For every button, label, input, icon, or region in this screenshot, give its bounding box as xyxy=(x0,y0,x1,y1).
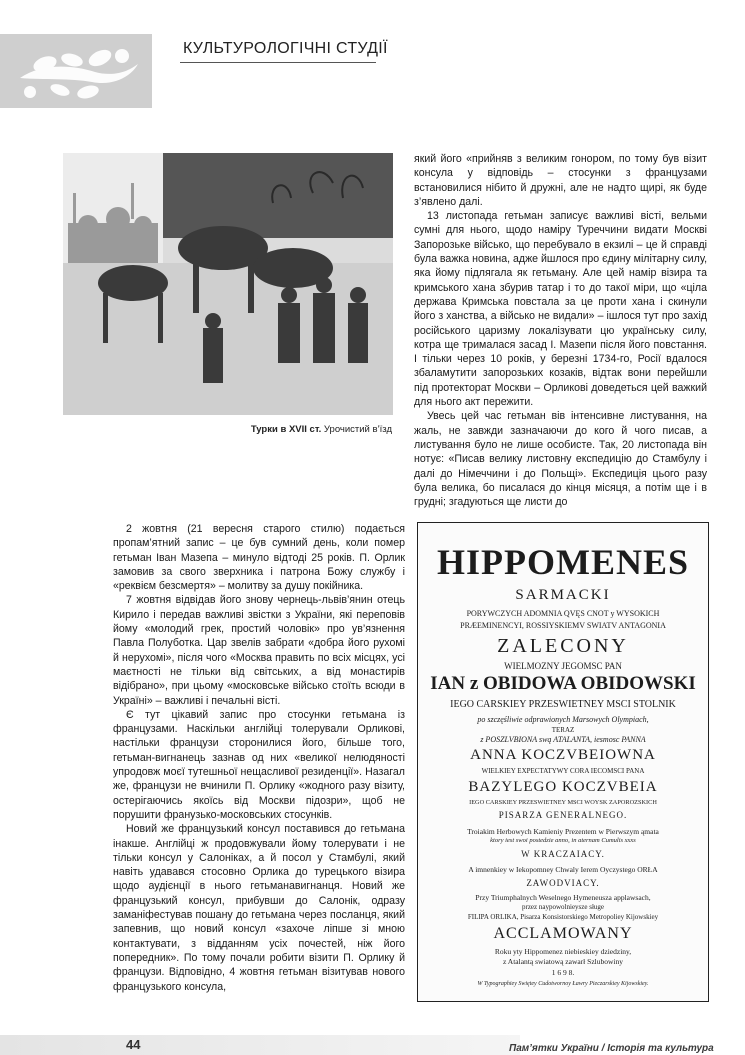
broadside-line: Troiakim Herbowych Kamieniy Prezentem w Pierwszym ąmata xyxy=(467,827,659,836)
broadside-line: WIELMOZNY JEGOMSC PAN xyxy=(504,661,622,671)
broadside-line: przez naypowolnieysze sługe xyxy=(521,903,605,911)
broadside-title: HIPPOMENES xyxy=(436,542,689,582)
broadside-line: IAN z OBIDOWA OBIDOWSKI xyxy=(430,673,696,694)
figure-caption xyxy=(140,424,392,435)
broadside-line: A imnenkiey w Iekopomney Chwaly Ierem Oyczystego ORŁA xyxy=(468,865,658,874)
section-title: КУЛЬТУРОЛОГІЧНІ СТУДІЇ xyxy=(183,40,388,57)
broadside-line: IEGO CARSKIEY PRZESWIETNEY MSCI STOLNIK xyxy=(450,699,676,710)
footer-band xyxy=(0,1035,520,1055)
broadside-line: SARMACKI xyxy=(515,587,611,603)
paragraph: 13 листопада гетьман записує важливі вісті, вельми сумні для нього, щодо наміру Туреччини видати Москві Запорозьке військо, що перебувало в екзилі – це й справді була важка новина, адже йшлося про єдину мілітарну силу, яка йому підлягала як гетьману. Але цей намір візира та кримського хана збурив татар і то до такої міри, що «ціла держава Кримська повстала за це проти хана і скинули його з ханства, а військо не видали» – ішлося тут про захід російського царизму локалізувати цю українську силу, котра ще трималася засад І. Мазепи після його повстання. І тільки через 10 років, у березні 1734-го, Росії вдалося збаламутити запорозьких козаків, відтак вони перейшли під протекторат Москви – Орликові доведеться цей важкий для нього акт пережити. xyxy=(414,210,708,409)
broadside-line: W Typographiey Swiętey Cudotwornoy Ławry Pieczarskiey Kijowskiey. xyxy=(477,981,649,987)
broadside-line: IEGO CARSKIEY PRZESWIETNEY MSCI WOYSK ZAPOROZSKICH xyxy=(469,799,657,806)
broadside-line: BAZYLEGO KOCZVBEIA xyxy=(468,779,658,795)
broadside-line: W KRACZAIACY. xyxy=(521,849,605,859)
caption-title: Турки в XVII ст. xyxy=(250,424,322,435)
paragraph: 2 жовтня (21 вересня старого стилю) подається пропам’ятний запис – це був сумний день, коли помер гетьман Іван Мазепа – минуло відтоді 25 років. П. Орлик замовив за свого зверхника і патрона Божу службу і «реквієм безсмертя» – молитву за душу покійника. xyxy=(113,523,405,593)
broadside-line: Przy Triumphalnych Weselnego Hymeneusza applawsach, xyxy=(475,893,651,902)
paragraph: 7 жовтня відвідав його знову чернець-львів’янин отець Кирило і передав важливі звістки з України, які переповів йому «молодий грек, простий чоловік» про ув’язнення Павла Полуботка. Цар звелів забрати «добра його рухомі й нерухомі», після чого «Москва править по всіх місцях, усі маєтності не тільки від світських, а від монастирів відібрано», при цьому «московське військо стоїть всюди в Україні» – важливі і печальні вісті. xyxy=(113,594,405,707)
journal-title: Пам’ятки України / Історія та культура xyxy=(509,1043,714,1054)
paragraph: який його «прийняв з великим гонором, по тому був візит консула у відповідь – стосунки з французами встановилися нібито й дружні, але не надто щирі, як буде з’явлено далі. xyxy=(414,153,707,208)
broadside-line: z Atalantą swiatową zawarł Szlubowiny xyxy=(503,957,623,966)
broadside-line: ACCLAMOWANY xyxy=(493,925,633,942)
title-divider xyxy=(180,62,376,63)
paragraph: Новий же французький консул поставився до гетьмана інакше. Англійці ж продовжували йому толерувати і не тільки консул у Салоніках, а й посол у Стамбулі, який навіть удавався стосовно Орлика до турецького візира щодо аудієнції в нього гетьманавигнанця. Новий же французький консул, прибувши до Салонік, одразу заманіфестував пошану до гетьмана через посланця, який запевнив, що новий консул «захоче ліпше зі мною контактувати, з відданням усіх почестей, ніж його попередник». По тому почали робити візити П. Орлику й французи. Відповідно, 4 жовтня гетьман візитував нового французького консула, xyxy=(113,823,405,993)
broadside-line: PRÆEMINENCYI, ROSSIYSKIEMV SWIATV ANTAGONIA xyxy=(460,621,666,630)
broadside-line: 1 6 9 8. xyxy=(551,968,575,977)
header-ornament xyxy=(0,34,152,108)
broadside-line: z POSZLVBIONA swą ATALANTA, iesmosc PANNA xyxy=(480,735,646,744)
broadside-line: PORYWCZYCH ADOMNIA QVĘS CNOT y WYSOKICH xyxy=(466,609,660,618)
floral-ornament-icon xyxy=(0,34,152,108)
broadside-line: WIELKIEY EXPECTATYWY CORA IECOMSCI PANA xyxy=(481,767,645,775)
broadside-line: ZAWODVIACY. xyxy=(526,878,600,888)
broadside-line: Roku yty Hippomenez niebieskiey dziedziny, xyxy=(494,947,632,956)
right-text-column xyxy=(414,152,707,509)
paragraph: Є тут цікавий запис про стосунки гетьмана із французами. Наскільки англійці толерували Орликові, настільки французи сторонилися його, більше того, гетьман-вигнанець зазнав од них «великої нелюдяності упродовж моєї тутешньої нещасливої резиденції». Назагал же, французи не вчинили П. Орлику «жодного разу візиту, остерігаючись якоїсь від Москви підозри», щоб не порушити франузько-московських стосунків. xyxy=(113,708,405,821)
broadside-line: ktory iest swoi postedzie anno, in aternam Cumulis xxxs xyxy=(490,837,636,844)
left-text-column xyxy=(113,522,405,994)
broadside-line: PISARZA GENERALNEGO. xyxy=(498,810,628,820)
paragraph: Увесь цей час гетьман вів інтенсивне листування, на жаль, не завжди зазначаючи до кого й чого писав, а листування було не лише особисте. Так, 20 листопада він нотує: «Писав велику листовну експедицію до Стамбулу і далі до Німеччини і до Польщі». Експедиція цього разу була велика, бо писалася до кінця місяця, а потім ще і в грудні; згадуються ще листи до xyxy=(414,410,707,509)
broadside-title-page xyxy=(417,522,709,1002)
engraving-illustration xyxy=(63,153,393,415)
broadside-line: ZALECONY xyxy=(497,635,629,657)
broadside-line: FILIPA ORLIKA, Pisarza Konsistorskiego Metropoliey Kijowskiey xyxy=(467,913,659,921)
procession-engraving-image xyxy=(63,153,393,415)
caption-text: Урочистий в’їзд xyxy=(323,424,392,435)
broadside-line: po szczęśliwie odprawionych Marsowych Olympiach, xyxy=(477,715,649,724)
broadside-line: TERAZ xyxy=(551,726,575,734)
broadside-line: ANNA KOCZVBEIOWNA xyxy=(470,747,656,763)
page-number: 44 xyxy=(126,1037,141,1052)
